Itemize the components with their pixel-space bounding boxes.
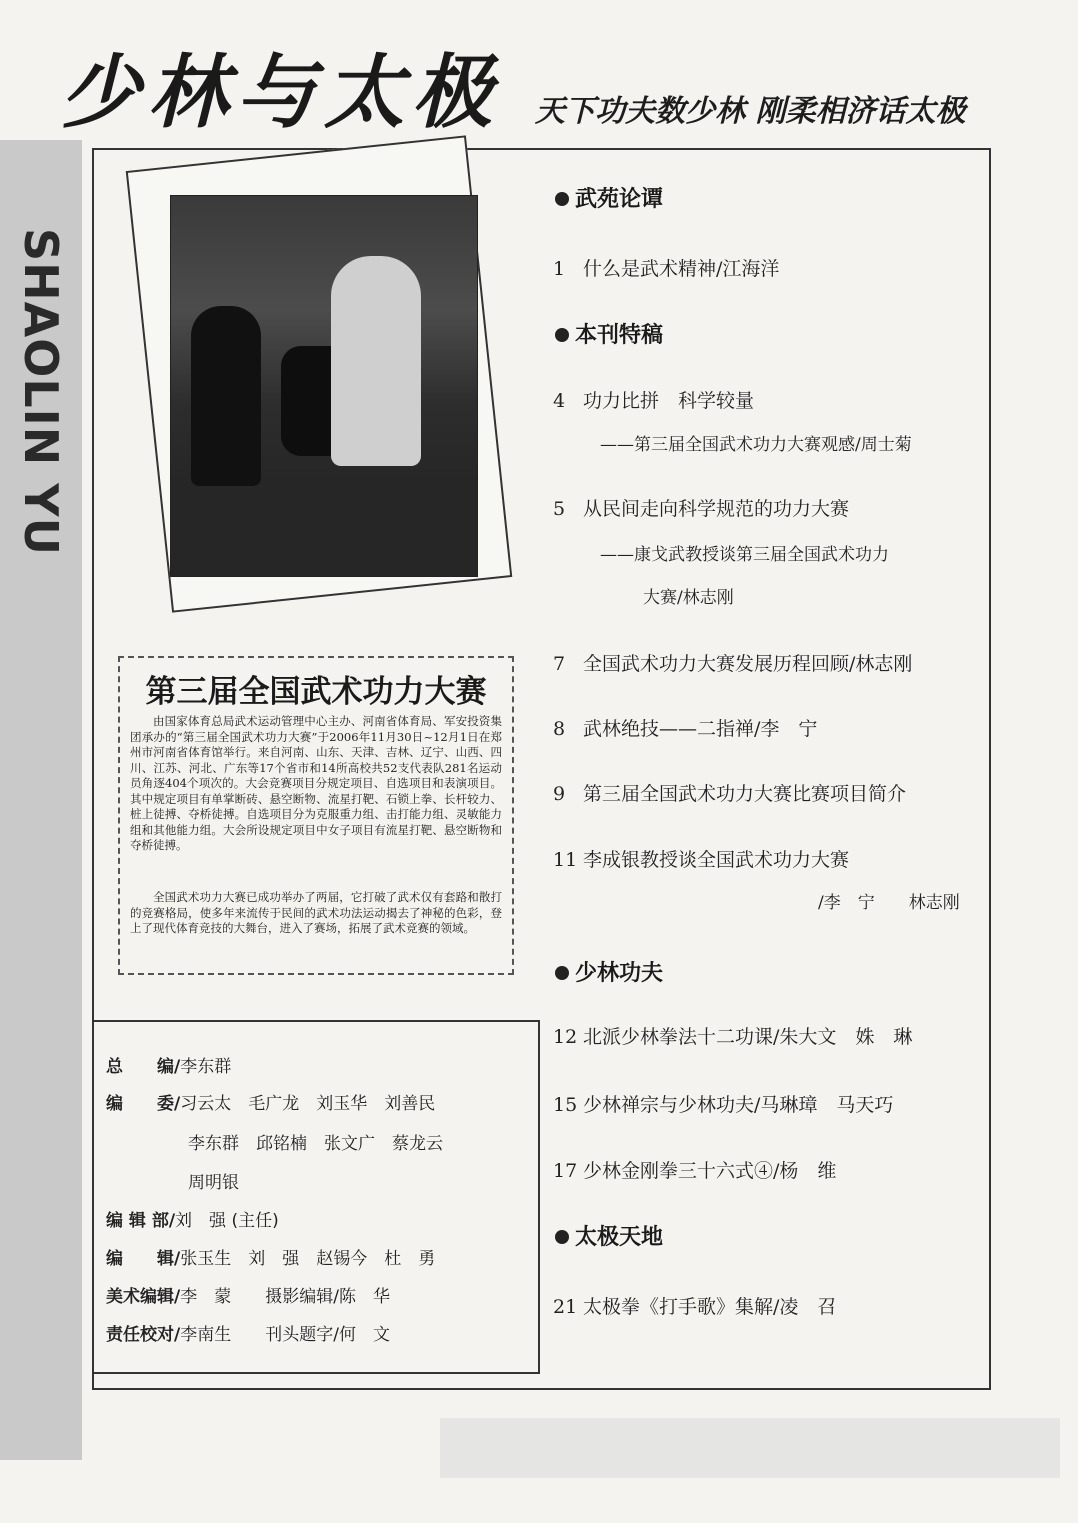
toc-entry-subtitle: /李 宁 林志刚 [818,893,960,913]
toc-entry[interactable]: 12 北派少林拳法十二功课/朱大文 姝 琳 [553,1026,913,1048]
toc-entry[interactable]: 21 太极拳《打手歌》集解/凌 召 [553,1296,837,1318]
staff-row: 李东群 邱铭楠 张文广 蔡龙云 [188,1134,443,1154]
feature-title: 第三届全国武术功力大赛 [145,674,487,710]
toc-entry[interactable]: 5 从民间走向科学规范的功力大赛 [553,498,850,520]
staff-row: 编 委/习云太 毛广龙 刘玉华 刘善民 [106,1094,436,1114]
staff-row: 总 编/李东群 [106,1057,232,1077]
toc-section-heading: 少林功夫 [555,956,663,987]
bullet-icon [555,1230,569,1244]
photo-figure-fighter-light [331,256,421,466]
masthead-slogan: 天下功夫数少林 刚柔相济话太极 [535,94,966,129]
cover-photo [170,195,478,577]
staff-row: 编 辑 部/刘 强 (主任) [106,1211,279,1231]
staff-row: 周明银 [188,1173,239,1193]
toc-entry[interactable]: 9 第三届全国武术功力大赛比赛项目简介 [553,783,907,805]
staff-row: 编 辑/张玉生 刘 强 赵锡今 杜 勇 [106,1249,436,1269]
bullet-icon [555,966,569,980]
bullet-icon [555,328,569,342]
staff-row: 美术编辑/李 蒙 摄影编辑/陈 华 [106,1287,390,1307]
staff-box [92,1020,540,1374]
toc-entry[interactable]: 15 少林禅宗与少林功夫/马琳璋 马天巧 [553,1094,894,1116]
toc-entry-subtitle: ——康戈武教授谈第三届全国武术功力 [600,545,889,565]
toc-entry-subtitle: 大赛/林志刚 [643,588,734,608]
feature-paragraph-2: 全国武术功力大赛已成功举办了两届，它打破了武术仅有套路和散打的竞赛格局，使多年来流传于民间的武术功法运动揭去了神秘的色彩，登上了现代体育竞技的大舞台，进入了赛场，拓展了武术竞赛的领域。 [130,890,502,935]
toc-entry[interactable]: 11 李成银教授谈全国武术功力大赛 [553,849,850,871]
feature-box [118,656,514,975]
photo-floor [171,486,477,576]
masthead-logo: 少林与太极 [60,45,500,139]
sidebar-title: SHAOLIN YU [14,228,68,556]
toc-entry[interactable]: 4 功力比拼 科学较量 [553,390,755,412]
toc-entry-subtitle: ——第三届全国武术功力大赛观感/周士菊 [600,435,912,455]
toc-entry[interactable]: 1 什么是武术精神/江海洋 [553,258,780,280]
toc-entry[interactable]: 17 少林金刚拳三十六式④/杨 维 [553,1160,837,1182]
bullet-icon [555,192,569,206]
toc-entry[interactable]: 8 武林绝技——二指禅/李 宁 [553,718,818,740]
feature-paragraph-1: 由国家体育总局武术运动管理中心主办、河南省体育局、军安投资集团承办的“第三届全国武术功力大赛”于2006年11月30日~12月1日在郑州市河南省体育馆举行。来自河南、山东、天津、吉林、辽宁、山西、四川、江苏、河北、广东等17个省市和14所高校共52支代表队281名运动员角逐404个项次的。大会竞赛项目分规定项目、自选项目和表演项目。其中规定项目有单掌断砖、悬空断物、流星打靶、石锁上拳、长杆较力、桩上徒搏、夺桥徒搏。自选项目分为克服重力组、击打能力组、灵敏能力组和其他能力组。大会所设规定项目中女子项目有流星打靶、悬空断物和夺桥徒搏。 [130,714,502,852]
bottom-bleed-strip [440,1418,1060,1478]
staff-row: 责任校对/李南生 刊头题字/何 文 [106,1325,390,1345]
toc-section-heading: 太极天地 [555,1220,663,1251]
toc-section-heading: 武苑论谭 [555,182,663,213]
toc-entry[interactable]: 7 全国武术功力大赛发展历程回顾/林志刚 [553,653,913,675]
toc-section-heading: 本刊特稿 [555,318,663,349]
photo-figure-referee [191,306,261,486]
